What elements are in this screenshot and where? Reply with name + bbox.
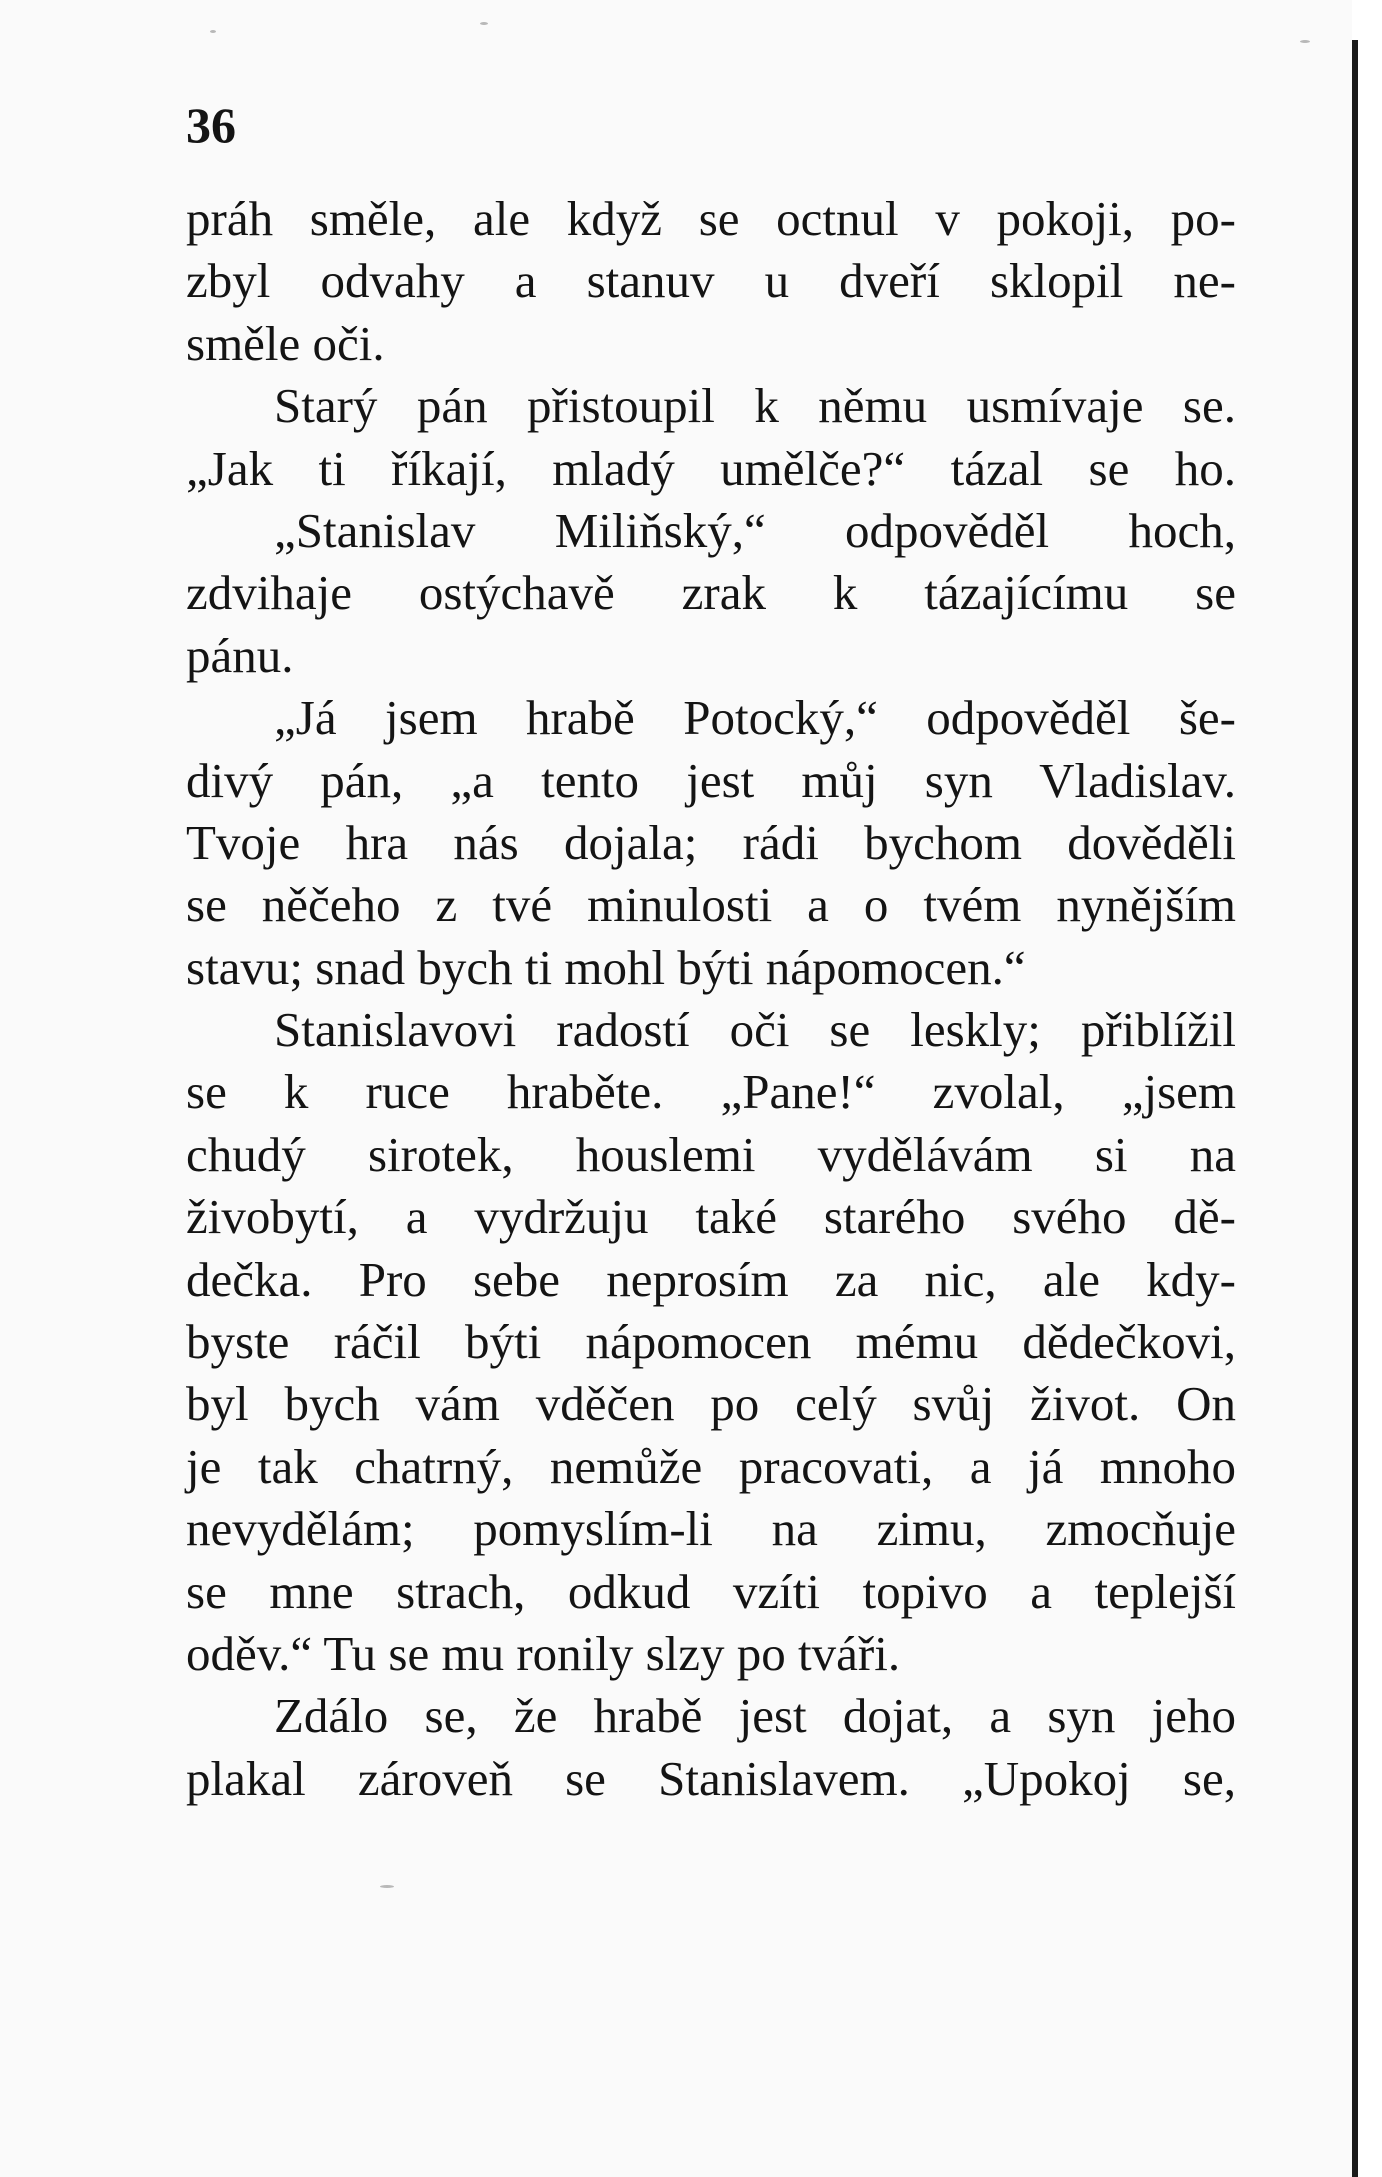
page-number: 36 bbox=[186, 97, 236, 153]
text-line: divý pán, „a tento jest můj syn Vladislav. bbox=[186, 752, 1236, 808]
text-line: Tvoje hra nás dojala; rádi bychom dověděli bbox=[186, 814, 1236, 870]
text-line: se mne strach, odkud vzíti topivo a teplejší bbox=[186, 1563, 1236, 1619]
text-line: plakal zároveň se Stanislavem. „Upokoj se, bbox=[186, 1750, 1236, 1806]
text-line: „Já jsem hrabě Potocký,“ odpověděl še- bbox=[274, 690, 1236, 746]
text-line: Stanislavovi radostí oči se leskly; přiblížil bbox=[274, 1002, 1236, 1058]
text-line: oděv.“ Tu se mu ronily slzy po tváři. bbox=[186, 1625, 901, 1681]
text-line: je tak chatrný, nemůže pracovati, a já mnoho bbox=[186, 1438, 1236, 1494]
page-edge bbox=[1352, 40, 1358, 2177]
text-line: zbyl odvahy a stanuv u dveří sklopil ne- bbox=[186, 253, 1236, 309]
text-line: se něčeho z tvé minulosti a o tvém nynějším bbox=[186, 877, 1236, 933]
text-line: směle oči. bbox=[186, 315, 385, 371]
text-line: stavu; snad bych ti mohl býti nápomocen.“ bbox=[186, 939, 1026, 995]
text-line: byl bych vám vděčen po celý svůj život. On bbox=[186, 1376, 1236, 1432]
text-line: „Stanislav Miliňský,“ odpověděl hoch, bbox=[274, 502, 1236, 558]
paper-speck bbox=[380, 1885, 394, 1888]
paper-speck bbox=[480, 22, 488, 25]
body-text bbox=[186, 188, 1236, 1810]
text-line: se k ruce hraběte. „Pane!“ zvolal, „jsem bbox=[186, 1064, 1236, 1120]
text-line: nevydělám; pomyslím-li na zimu, zmocňuje bbox=[186, 1501, 1236, 1557]
text-line: zdvihaje ostýchavě zrak k tázajícímu se bbox=[186, 565, 1236, 621]
text-line: pánu. bbox=[186, 627, 294, 683]
text-line: „Jak ti říkají, mladý umělče?“ tázal se ho. bbox=[186, 440, 1236, 496]
text-line: práh směle, ale když se octnul v pokoji, po- bbox=[186, 191, 1236, 246]
text-line: chudý sirotek, houslemi vydělávám si na bbox=[186, 1126, 1236, 1182]
text-line: živobytí, a vydržuju také starého svého dě- bbox=[186, 1189, 1236, 1245]
text-line: Starý pán přistoupil k němu usmívaje se. bbox=[274, 378, 1236, 434]
paper-speck bbox=[1300, 40, 1310, 43]
paper-speck bbox=[210, 30, 216, 33]
text-line: byste ráčil býti nápomocen mému dědečkovi, bbox=[186, 1314, 1236, 1370]
text-line: Zdálo se, že hrabě jest dojat, a syn jeho bbox=[274, 1688, 1236, 1744]
text-line: dečka. Pro sebe neprosím za nic, ale kdy- bbox=[186, 1251, 1236, 1307]
